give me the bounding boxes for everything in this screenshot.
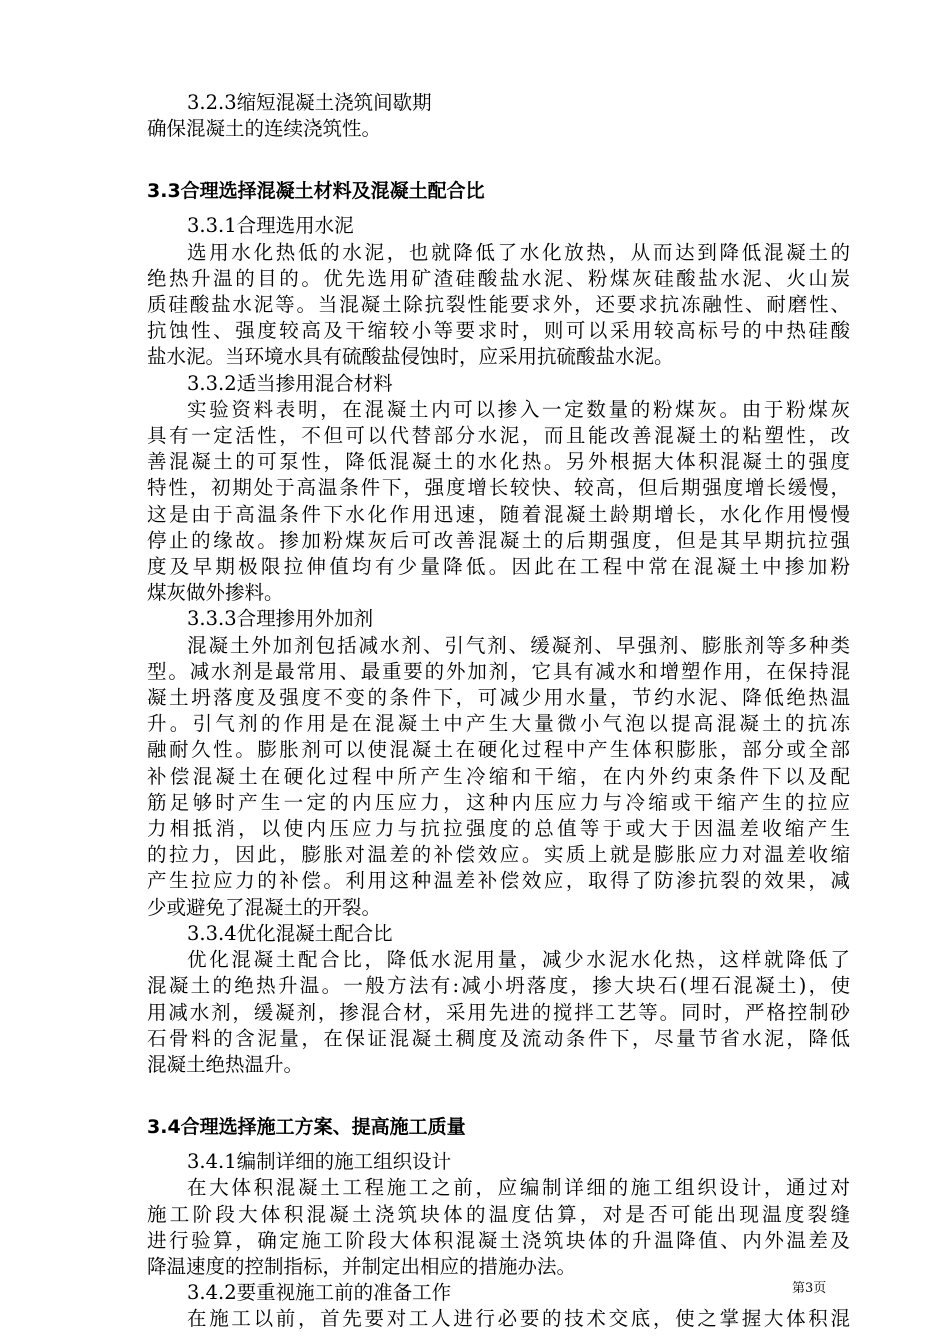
paragraph-line: 在施工以前，首先要对工人进行必要的技术交底，使之掌握大体积混 bbox=[187, 1307, 850, 1331]
paragraph-line: 确保混凝土的连续浇筑性。 bbox=[147, 117, 382, 141]
paragraph-line: 融耐久性。膨胀剂可以使混凝土在硬化过程中产生体积膨胀，部分或全部 bbox=[147, 738, 850, 762]
document-body bbox=[147, 90, 850, 1333]
paragraph-line: 产生拉应力的补偿。利用这种温差补偿效应，取得了防渗抗裂的效果，减 bbox=[147, 869, 850, 893]
paragraph-line: 补偿混凝土在硬化过程中所产生冷缩和干缩，在内外约束条件下以及配 bbox=[147, 764, 850, 788]
paragraph-line: 凝土坍落度及强度不变的条件下，可减少用水量，节约水泥、降低绝热温 bbox=[147, 686, 850, 710]
paragraph-line: 具有一定活性，不但可以代替部分水泥，而且能改善混凝土的粘塑性，改 bbox=[147, 424, 850, 448]
subsection-title-3-3-4: 3.3.4优化混凝土配合比 bbox=[187, 921, 393, 945]
paragraph-line: 优化混凝土配合比，降低水泥用量，减少水泥水化热，这样就降低了 bbox=[187, 948, 850, 972]
paragraph-line: 善混凝土的可泵性，降低混凝土的水化热。另外根据大体积混凝土的强度 bbox=[147, 450, 850, 474]
paragraph-line: 抗蚀性、强度较高及干缩较小等要求时，则可以采用较高标号的中热硅酸 bbox=[147, 319, 850, 343]
paragraph-line: 少或避免了混凝土的开裂。 bbox=[147, 895, 382, 919]
paragraph-line: 混凝土的绝热升温。一般方法有:减小坍落度，掺大块石(埋石混凝土)，使 bbox=[147, 974, 850, 998]
paragraph-line: 石骨料的含泥量，在保证混凝土稠度及流动条件下，尽量节省水泥，降低 bbox=[147, 1026, 850, 1050]
paragraph-line: 混凝土绝热温升。 bbox=[147, 1052, 304, 1076]
subsection-title-3-4-1: 3.4.1编制详细的施工组织设计 bbox=[187, 1150, 452, 1174]
paragraph-line: 的拉力，因此，膨胀对温差的补偿效应。实质上就是膨胀应力对温差收缩 bbox=[147, 843, 850, 867]
paragraph-line: 盐水泥。当环境水具有硫酸盐侵蚀时，应采用抗硫酸盐水泥。 bbox=[147, 345, 674, 369]
subsection-title-3-3-1: 3.3.1合理选用水泥 bbox=[187, 214, 354, 238]
paragraph-line: 度及早期极限拉伸值均有少量降低。因此在工程中常在混凝土中掺加粉 bbox=[147, 555, 850, 579]
paragraph-line: 在大体积混凝土工程施工之前，应编制详细的施工组织设计，通过对 bbox=[187, 1176, 850, 1200]
paragraph-line: 质硅酸盐水泥等。当混凝土除抗裂性能要求外，还要求抗冻融性、耐磨性、 bbox=[147, 293, 850, 317]
paragraph-line: 特性，初期处于高温条件下，强度增长较快、较高，但后期强度增长缓慢， bbox=[147, 476, 850, 500]
subsection-title-3-3-2: 3.3.2适当掺用混合材料 bbox=[187, 371, 393, 395]
paragraph-line: 升。引气剂的作用是在混凝土中产生大量微小气泡以提高混凝土的抗冻 bbox=[147, 712, 850, 736]
paragraph-line: 煤灰做外掺料。 bbox=[147, 581, 284, 605]
paragraph-line: 用减水剂，缓凝剂，掺混合材，采用先进的搅拌工艺等。同时，严格控制砂 bbox=[147, 1000, 850, 1024]
page-number: 第3页 bbox=[792, 1281, 827, 1296]
paragraph-line: 型。减水剂是最常用、最重要的外加剂，它具有减水和增塑作用，在保持混 bbox=[147, 659, 850, 683]
paragraph-line: 实验资料表明，在混凝土内可以掺入一定数量的粉煤灰。由于粉煤灰 bbox=[187, 397, 850, 421]
section-heading-3-4: 3.4合理选择施工方案、提高施工质量 bbox=[147, 1116, 466, 1139]
paragraph-line: 降温速度的控制指标，并制定出相应的措施办法。 bbox=[147, 1254, 577, 1278]
paragraph-line: 停止的缘故。掺加粉煤灰后可改善混凝土的后期强度，但是其早期抗拉强 bbox=[147, 528, 850, 552]
paragraph-line: 绝热升温的目的。优先选用矿渣硅酸盐水泥、粉煤灰硅酸盐水泥、火山炭 bbox=[147, 266, 850, 290]
section-heading-3-3: 3.3合理选择混凝土材料及混凝土配合比 bbox=[147, 180, 485, 203]
paragraph-line: 施工阶段大体积混凝土浇筑块体的温度估算，对是否可能出现温度裂缝 bbox=[147, 1202, 850, 1226]
paragraph-line: 混凝土外加剂包括减水剂、引气剂、缓凝剂、早强剂、膨胀剂等多种类 bbox=[187, 633, 850, 657]
paragraph-line: 力相抵消，以使内压应力与抗拉强度的总值等于或大于因温差收缩产生 bbox=[147, 817, 850, 841]
paragraph-line: 选用水化热低的水泥，也就降低了水化放热，从而达到降低混凝土的 bbox=[187, 240, 850, 264]
subsection-title-3-3-3: 3.3.3合理掺用外加剂 bbox=[187, 607, 374, 631]
subsection-title-3-4-2: 3.4.2要重视施工前的准备工作 bbox=[187, 1281, 452, 1305]
paragraph-line: 进行验算，确定施工阶段大体积混凝土浇筑块体的升温降值、内外温差及 bbox=[147, 1228, 850, 1252]
paragraph-line: 筋足够时产生一定的内压应力，这种内压应力与冷缩或干缩产生的拉应 bbox=[147, 790, 850, 814]
paragraph-line: 这是由于高温条件下水化作用迅速，随着混凝土龄期增长，水化作用慢慢 bbox=[147, 502, 850, 526]
subsection-title-3-2-3: 3.2.3缩短混凝土浇筑间歇期 bbox=[187, 91, 432, 114]
